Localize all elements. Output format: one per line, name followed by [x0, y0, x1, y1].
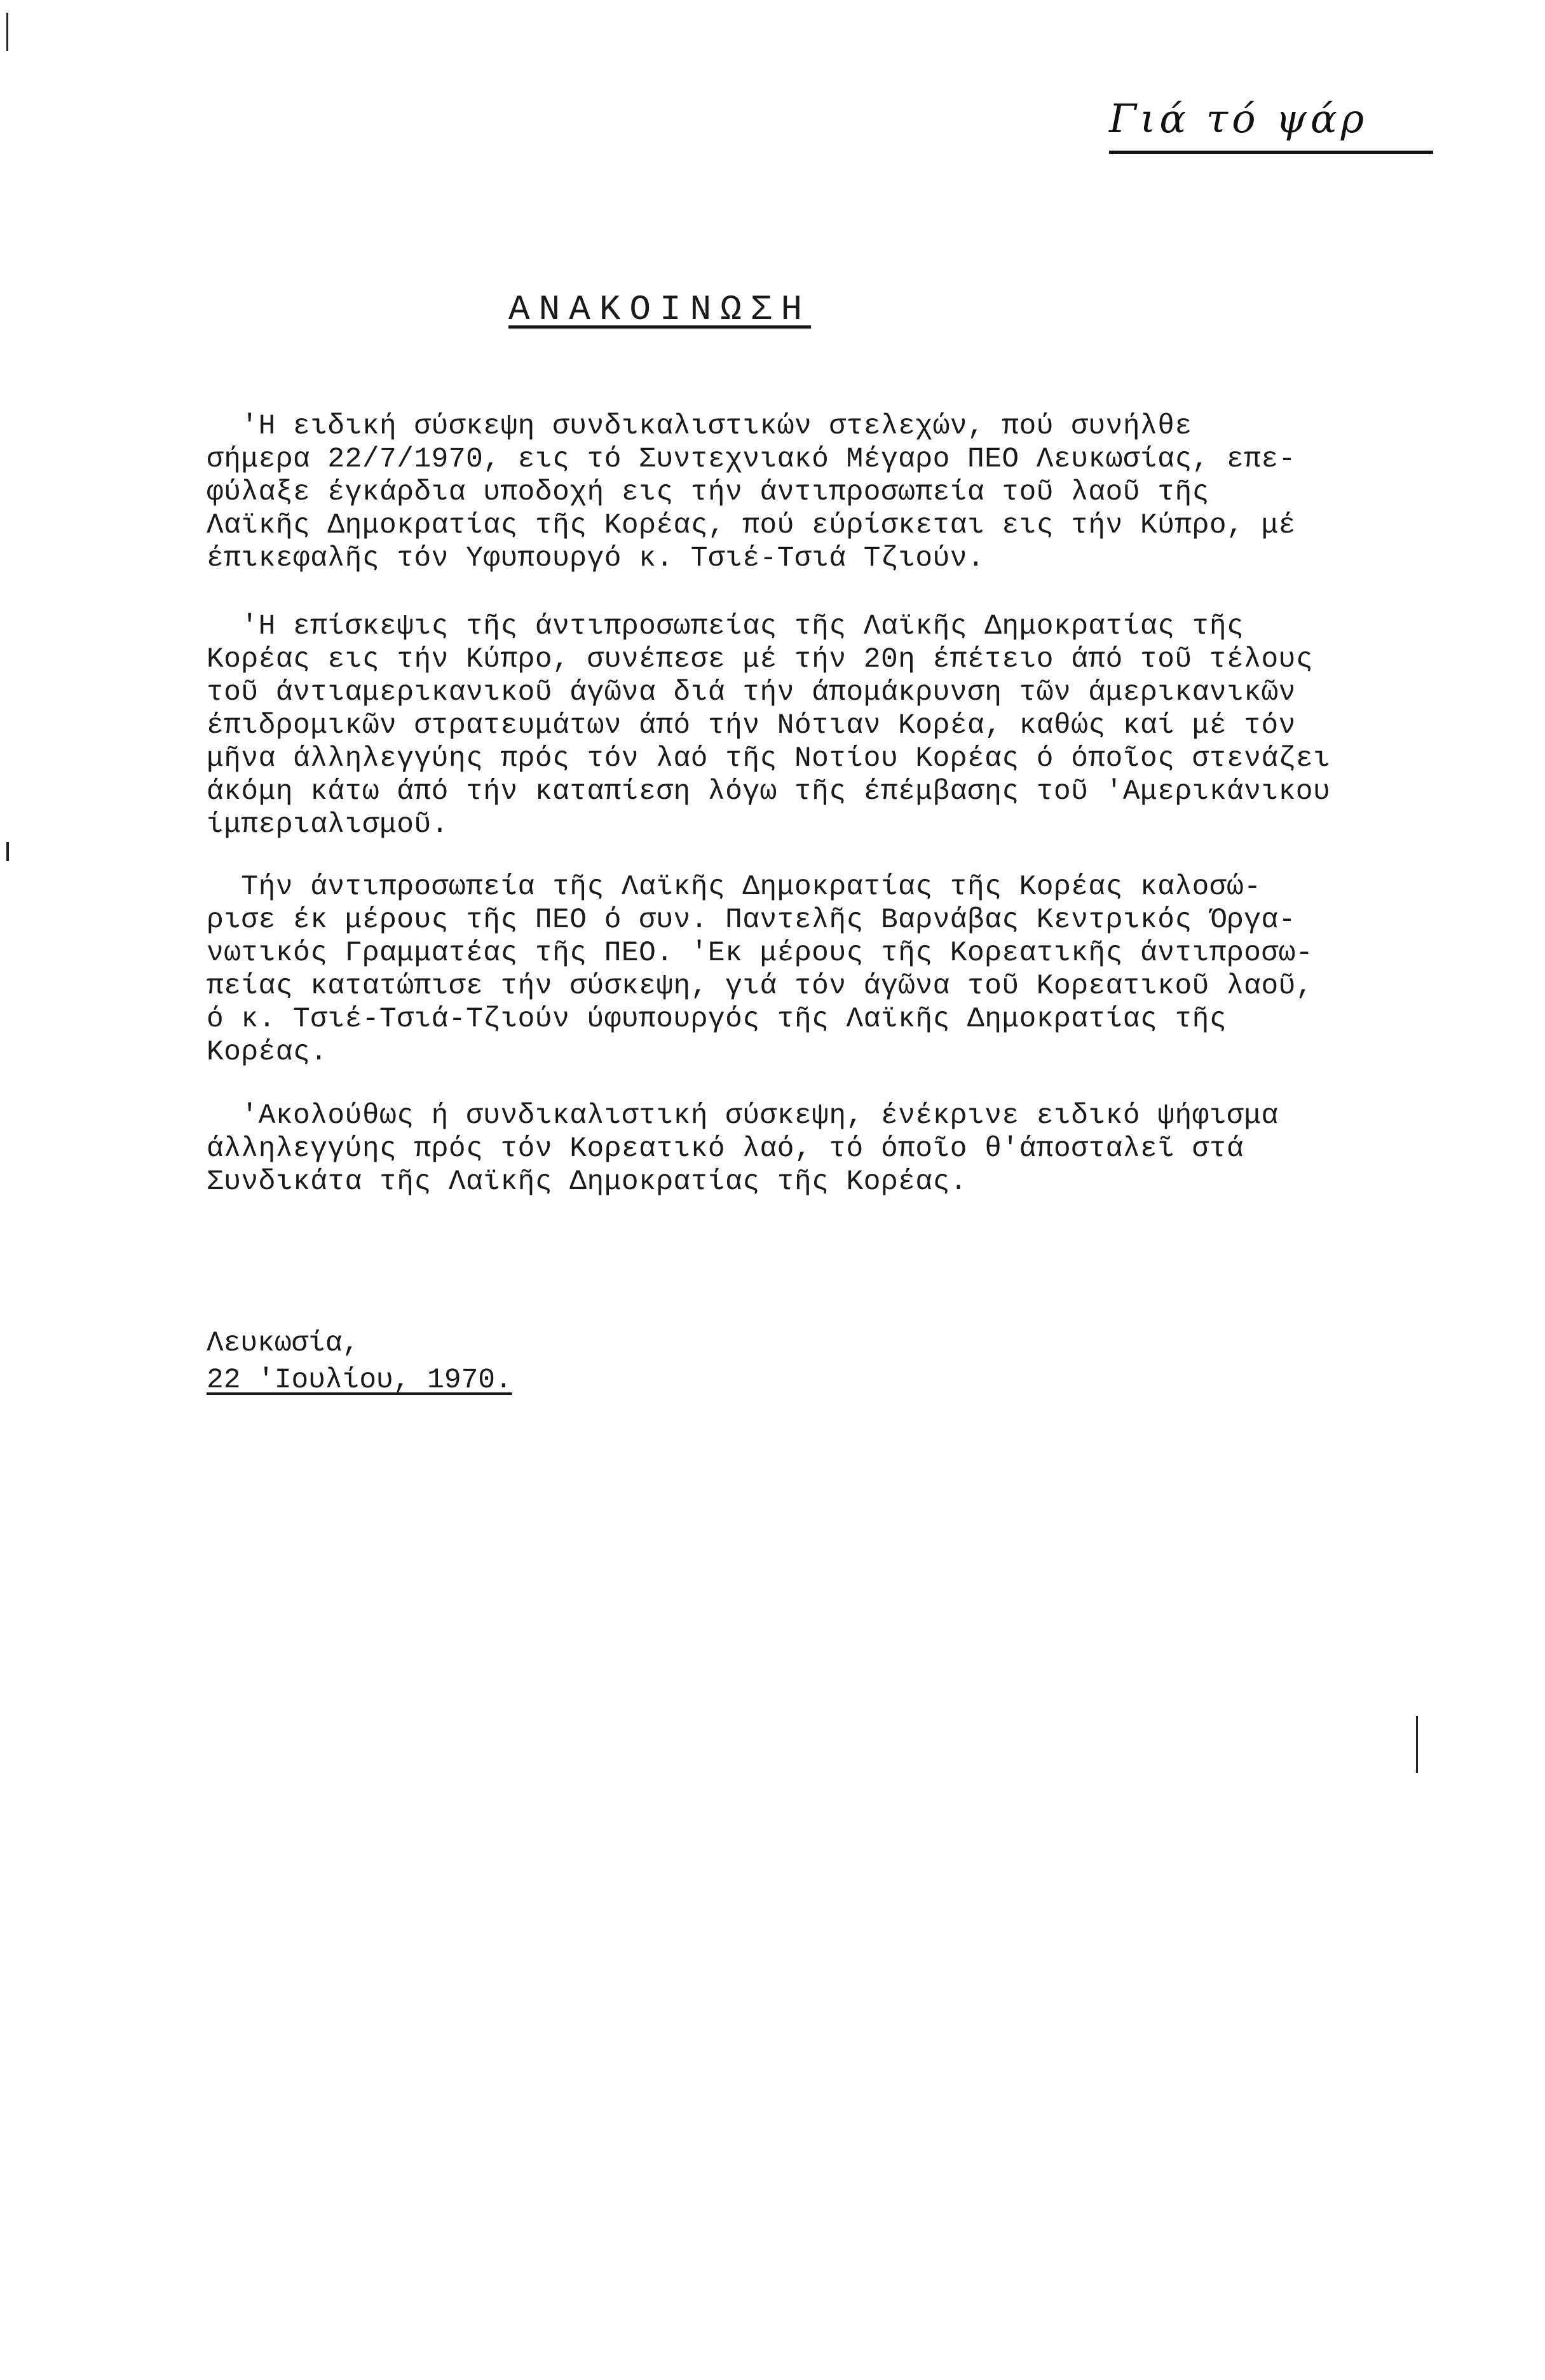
handwritten-note: Γιά τό ψάρ — [1109, 95, 1433, 154]
signoff-place: Λευκωσία, — [207, 1328, 360, 1359]
margin-mark-left — [6, 842, 9, 861]
paragraph-2: 'Η επίσκεψις τῆς άντιπροσωπείας τῆς Λαϊκῆς Δημοκρατίας τῆς Κορέας εις τήν Κύπρο, συνέπεσε μέ τήν 20η έπέτειο άπό τοῦ τέλους τοῦ άντιαμερικανικοῦ άγῶνα διά τήν άπομάκρυνση τῶν άμερικανικῶν έπιδρομικῶν στρατευμάτων άπό τήν Νότιαν Κορέα, καθώς καί μέ τόν μῆνα άλληλεγγύης πρός τόν λαό τῆς Νοτίου Κορέας ό όποῖος στενάζει άκόμη κάτω άπό τήν καταπίεση λόγω τῆς έπέμβασης τοῦ 'Αμερικάνικου ίμπεριαλισμοῦ. — [207, 611, 1331, 841]
document-title: ΑΝΑΚΟΙΝΩΣΗ — [508, 289, 812, 330]
margin-mark-top — [6, 13, 8, 51]
paragraph-3: Τήν άντιπροσωπεία τῆς Λαϊκῆς Δημοκρατίας τῆς Κορέας καλοσώ- ρισε έκ μέρους τῆς ΠΕΟ ό συν. Παντελῆς Βαρνάβας Κεντρικός Όργα- νωτικός Γραμματέας τῆς ΠΕΟ. 'Εκ μέρους τῆς Κορεατικῆς άντιπροσω- πείας κατατώπισε τήν σύσκεψη, γιά τόν άγῶνα τοῦ Κορεατικοῦ λαοῦ, ό κ. Τσιέ-Τσιά-Τζιούν ύφυπουργός τῆς Λαϊκῆς Δημοκρατίας τῆς Κορέας. — [207, 871, 1314, 1068]
signoff-date: 22 'Ιουλίου, 1970. — [207, 1364, 512, 1396]
paragraph-1: 'Η ειδική σύσκεψη συνδικαλιστικών στελεχών, πού συνήλθε σήμερα 22/7/1970, εις τό Συντεχνιακό Μέγαρο ΠΕΟ Λευκωσίας, επε- φύλαξε έγκάρδια υποδοχή εις τήν άντιπροσωπεία τοῦ λαοῦ τῆς Λαϊκῆς Δημοκρατίας τῆς Κορέας, πού εύρίσκεται εις τήν Κύπρο, μέ έπικεφαλῆς τόν Υφυπουργό κ. Τσιέ-Τσιά Τζιούν. — [207, 411, 1296, 575]
margin-mark-right — [1416, 1716, 1418, 1773]
paragraph-4: 'Ακολούθως ή συνδικαλιστική σύσκεψη, ένέκρινε ειδικό ψήφισμα άλληλεγγύης πρός τόν Κορεατικό λαό, τό όποῖο θ'άποσταλεῖ στά Συνδικάτα τῆς Λαϊκῆς Δημοκρατίας τῆς Κορέας. — [207, 1100, 1279, 1198]
signoff — [207, 1325, 512, 1399]
